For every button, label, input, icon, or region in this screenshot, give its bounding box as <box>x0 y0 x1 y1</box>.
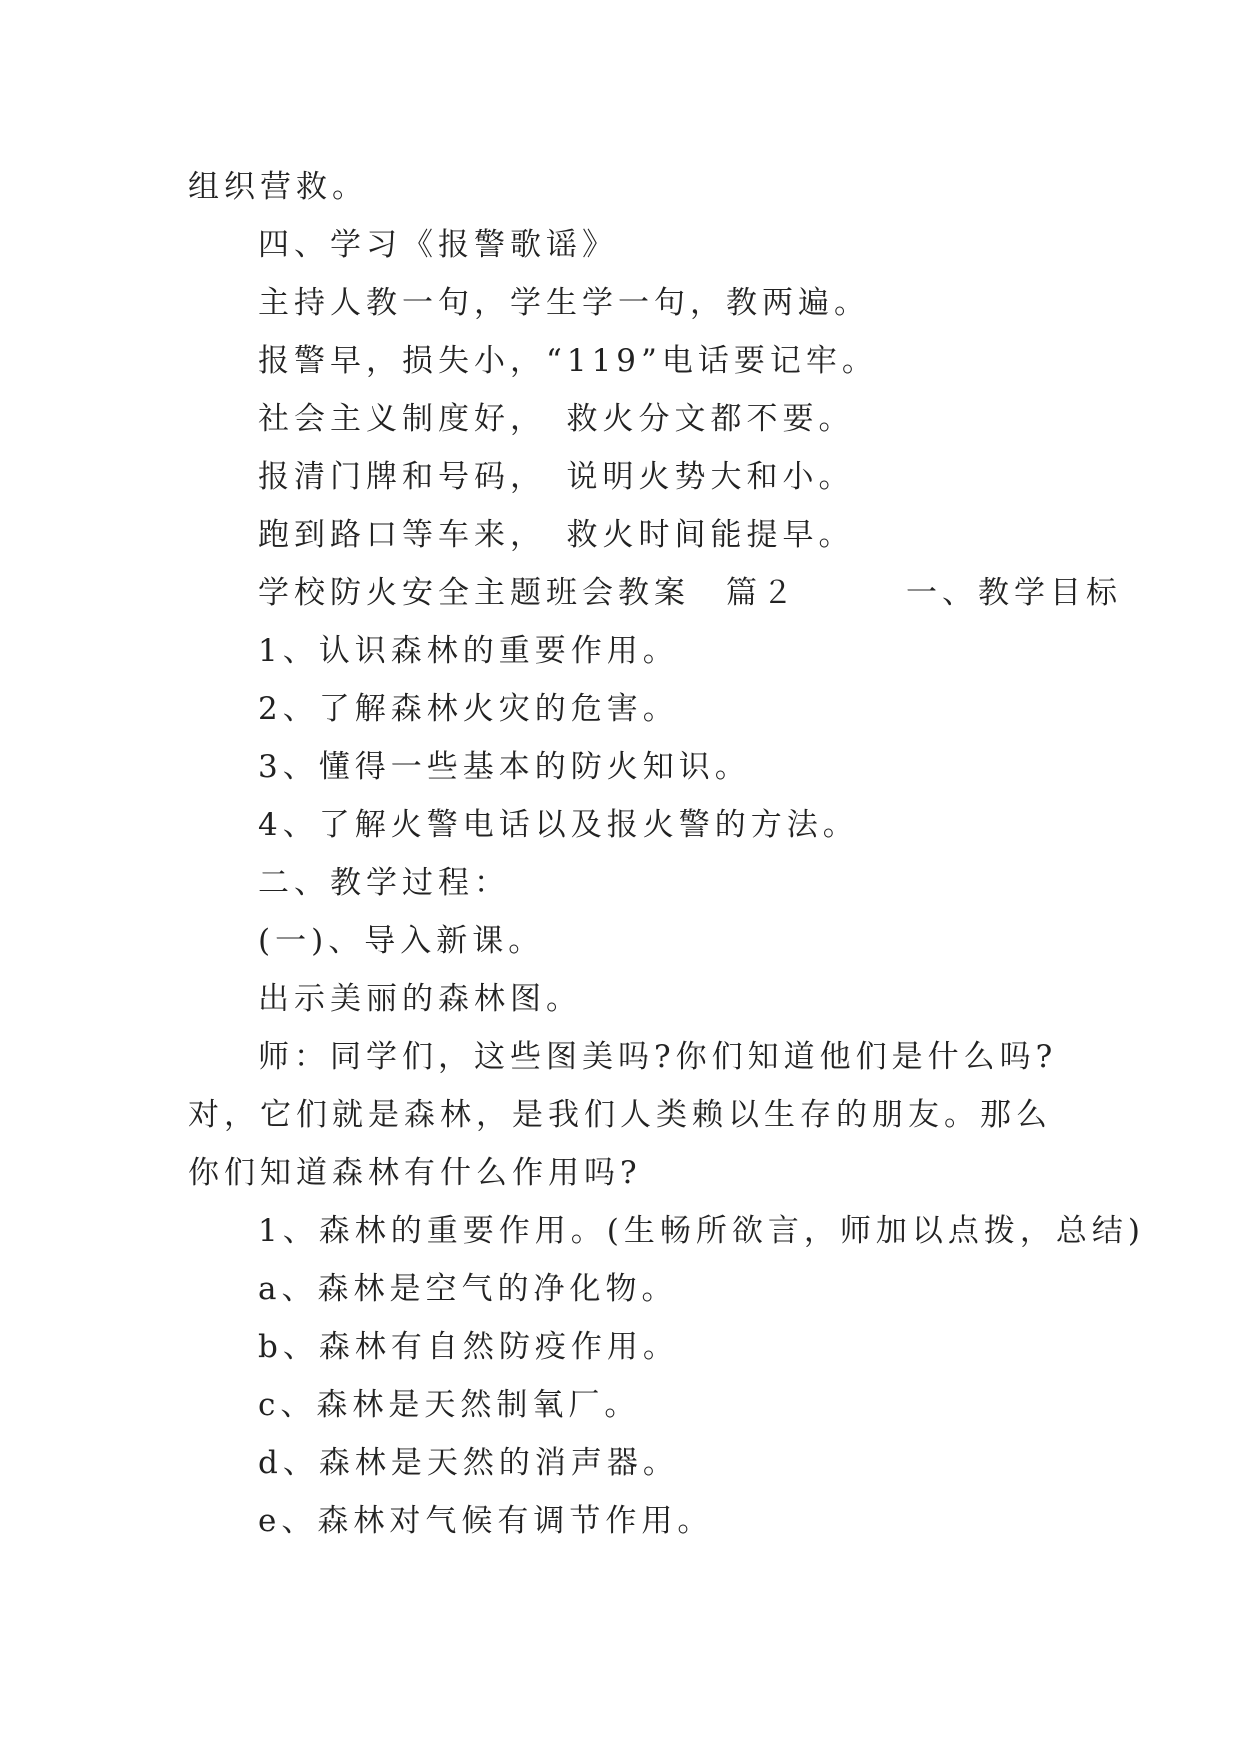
text-line: 组织营救。 <box>188 169 368 205</box>
goal-item: 1、认识森林的重要作用。 <box>258 633 679 669</box>
subsection-heading: (一)、导入新课。 <box>258 923 545 959</box>
goal-item: 3、懂得一些基本的防火知识。 <box>258 749 751 785</box>
song-line: 报警早，损失小，“119”电话要记牢。 <box>258 343 878 379</box>
section-heading: 二、教学过程： <box>258 865 510 901</box>
song-line: 社会主义制度好， 救火分文都不要。 <box>258 401 855 437</box>
article-title-line: 学校防火安全主题班会教案 篇２ 一、教学目标 <box>258 575 1122 611</box>
section-heading: 四、学习《报警歌谣》 <box>258 227 618 263</box>
text-line: 主持人教一句，学生学一句，教两遍。 <box>258 285 870 321</box>
list-item: d、森林是天然的消声器。 <box>258 1445 679 1481</box>
song-line: 报清门牌和号码， 说明火势大和小。 <box>258 459 855 495</box>
goal-item: 4、了解火警电话以及报火警的方法。 <box>258 807 859 843</box>
goal-item: 2、了解森林火灾的危害。 <box>258 691 679 727</box>
list-item: c、森林是天然制氧厂。 <box>258 1387 641 1423</box>
list-item: e、森林对气候有调节作用。 <box>258 1503 714 1539</box>
list-item: a、森林是空气的净化物。 <box>258 1271 678 1307</box>
teacher-paragraph: 师：同学们，这些图美吗?你们知道他们是什么吗?对，它们就是森林，是我们人类赖以生存的朋友。那么你们知道森林有什么作用吗? <box>188 1039 1058 1191</box>
text-line: 1、森林的重要作用。(生畅所欲言，师加以点拨，总结) <box>258 1213 1145 1249</box>
document-body <box>188 158 1145 1550</box>
song-line: 跑到路口等车来， 救火时间能提早。 <box>258 517 855 553</box>
text-line: 出示美丽的森林图。 <box>258 981 582 1017</box>
list-item: b、森林有自然防疫作用。 <box>258 1329 679 1365</box>
